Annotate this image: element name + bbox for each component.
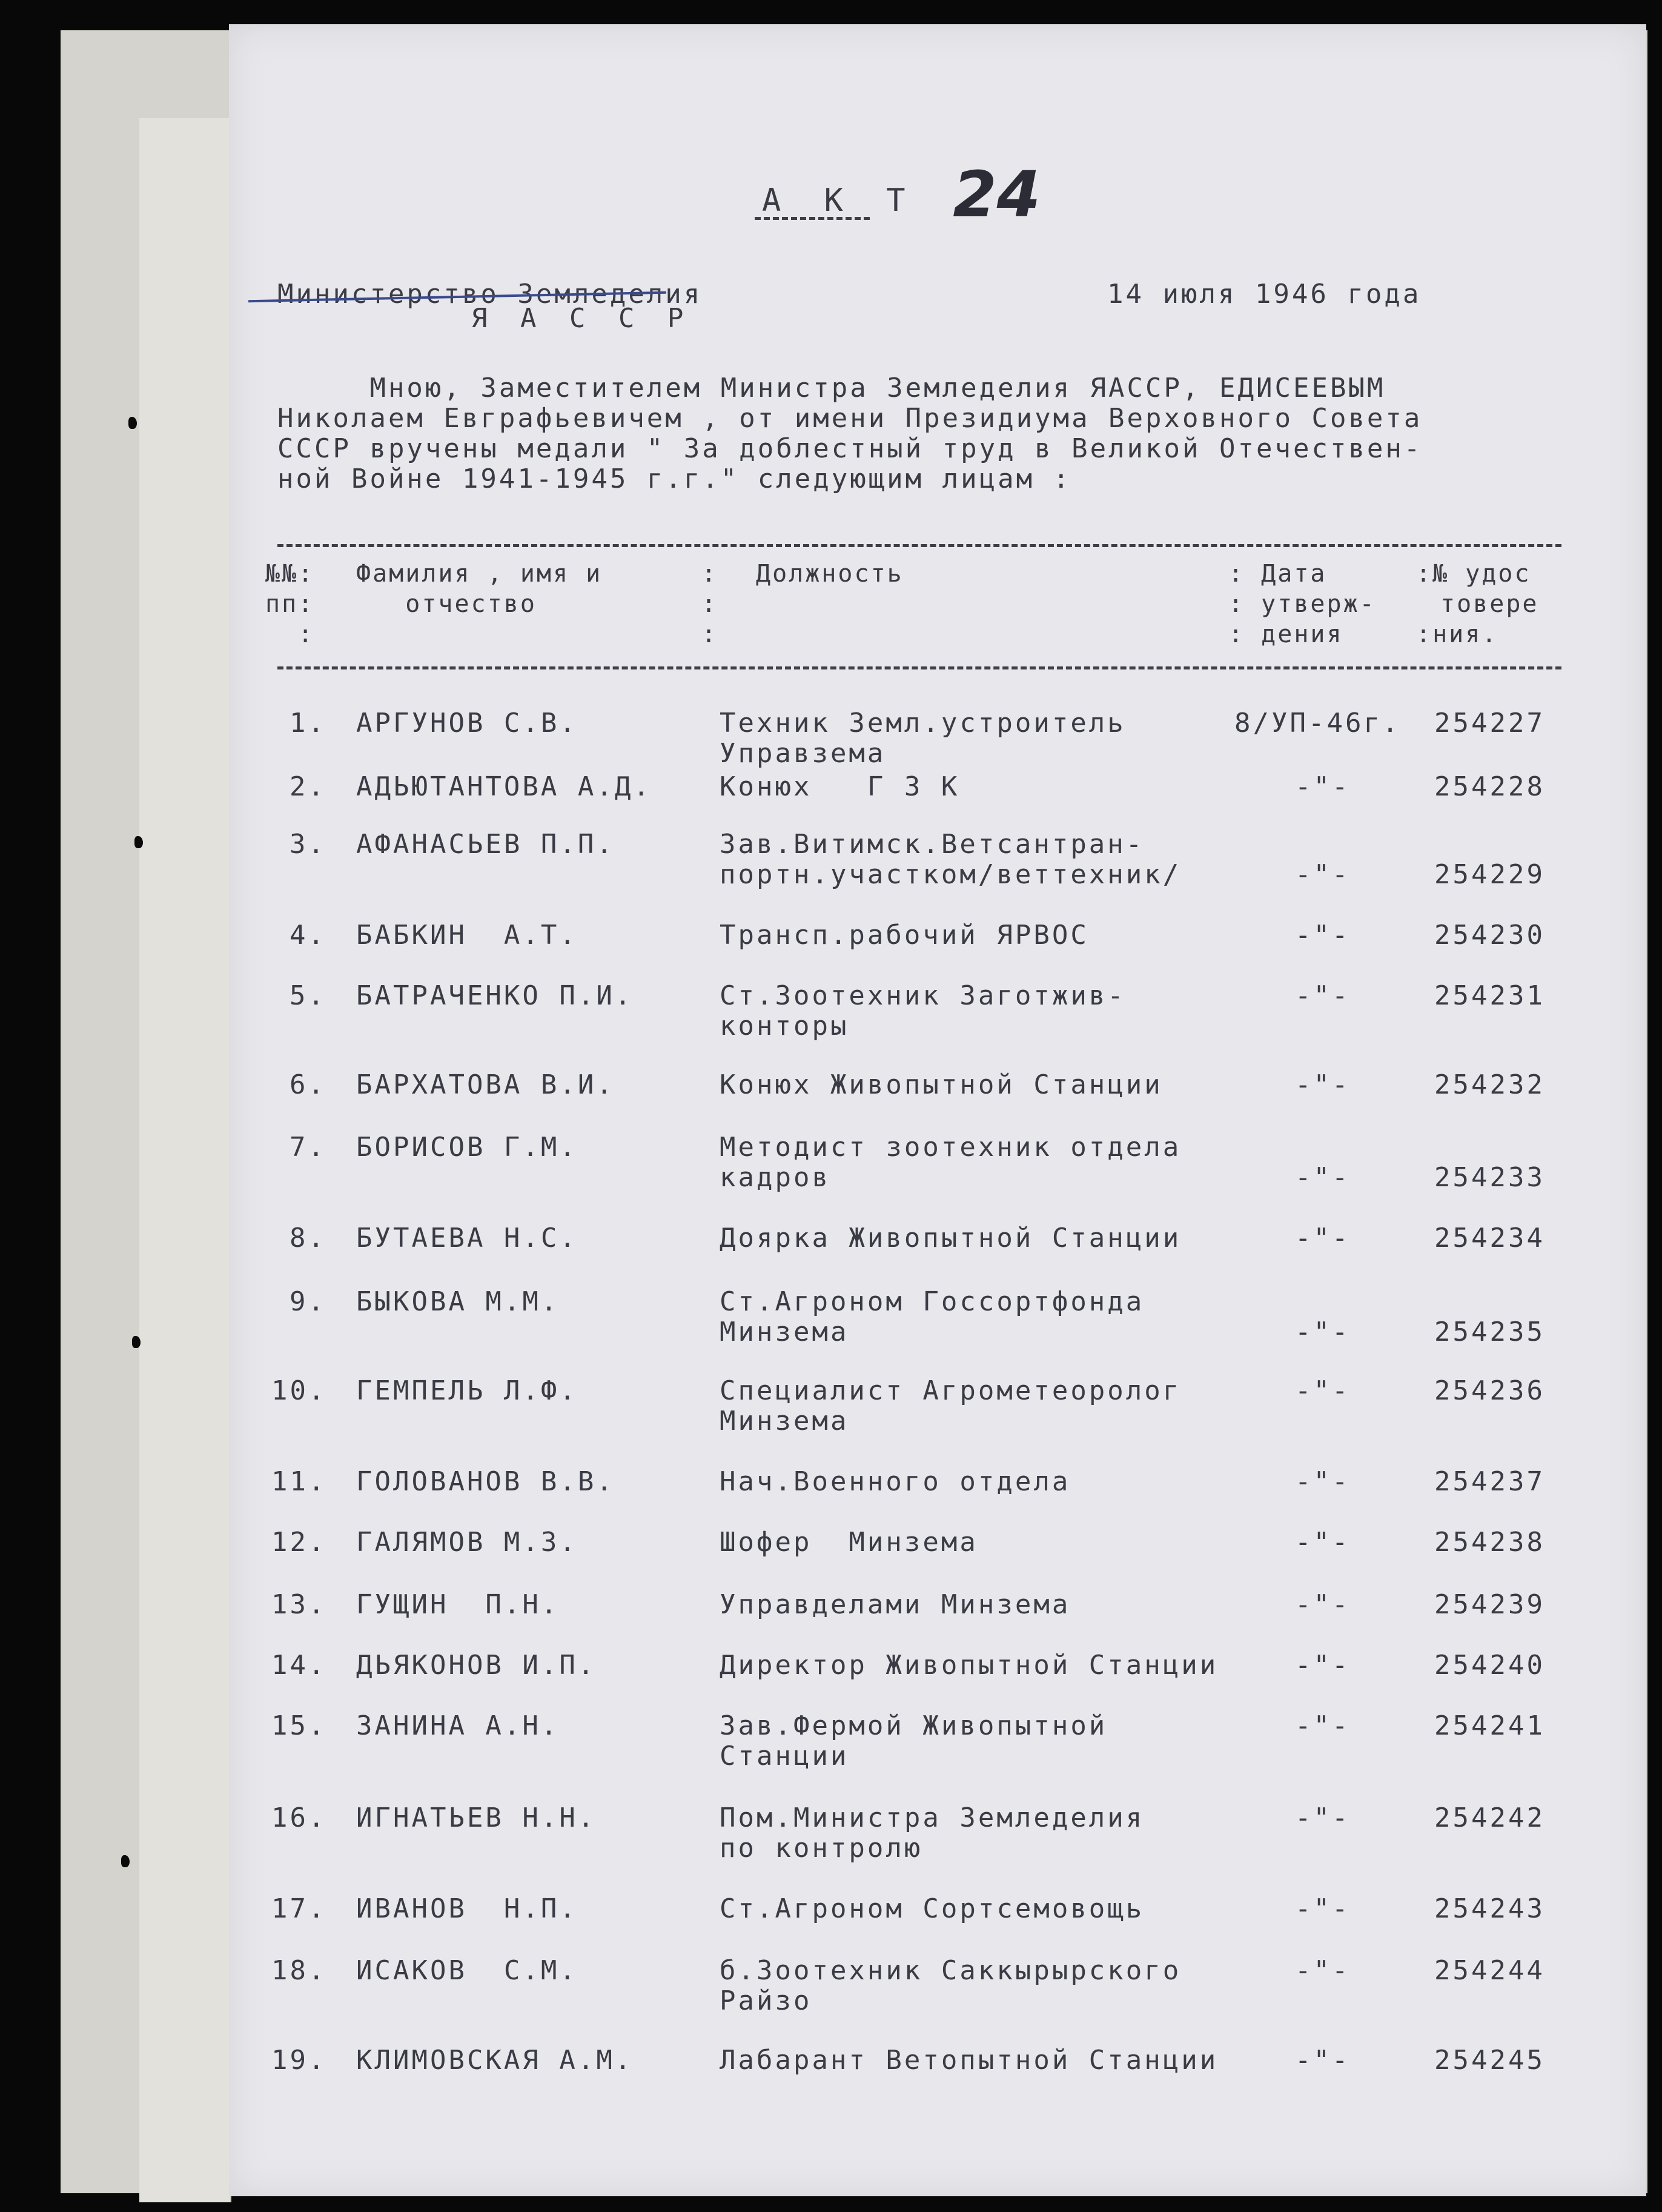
row-position: Станции [720, 1741, 849, 1772]
row-cert: 254235 [1434, 1317, 1545, 1347]
row-name: АРГУНОВ С.В. [356, 708, 578, 739]
row-date: -"- [1295, 1162, 1351, 1193]
row-position: Управзема [720, 738, 886, 769]
row-date: -"- [1295, 1893, 1351, 1924]
row-date: -"- [1295, 1466, 1351, 1497]
row-number: 12. [271, 1527, 327, 1558]
document-title: А К Т [762, 182, 918, 219]
row-date: -"- [1295, 1955, 1351, 1986]
row-number: 10. [271, 1375, 327, 1406]
row-name: БЫКОВА М.М. [356, 1286, 560, 1317]
row-position: Конюх Живопытной Станции [720, 1069, 1163, 1100]
row-cert: 254230 [1434, 920, 1545, 951]
row-cert: 254245 [1434, 2045, 1545, 2076]
row-name: АДЬЮТАНТОВА А.Д. [356, 771, 652, 802]
row-cert: 254236 [1434, 1375, 1545, 1406]
col-header-position: Должность [756, 560, 904, 588]
row-name: БОРИСОВ Г.М. [356, 1132, 578, 1163]
row-name: ИГНАТЬЕВ Н.Н. [356, 1802, 597, 1833]
row-name: БАТРАЧЕНКО П.И. [356, 980, 634, 1011]
row-name: КЛИМОВСКАЯ А.М. [356, 2045, 634, 2076]
binding-hole [132, 1336, 141, 1348]
row-date: -"- [1295, 1710, 1351, 1741]
row-number: 16. [271, 1802, 327, 1833]
binding-hole [121, 1855, 130, 1867]
row-position: Райзо [720, 1985, 812, 2016]
binding-strip [139, 118, 231, 2202]
table-header-rule [277, 666, 1561, 669]
row-cert: 254243 [1434, 1893, 1545, 1924]
row-position: Пом.Министра Земледелия [720, 1802, 1145, 1833]
col-header-name: отчество [356, 590, 537, 618]
col-header-name: Фамилия , имя и [356, 560, 603, 588]
row-cert: 254233 [1434, 1162, 1545, 1193]
folio-number: 24 [953, 158, 1041, 231]
row-cert: 254241 [1434, 1710, 1545, 1741]
intro-line: Николаем Евграфьевичем , от имени Президиума Верховного Совета [277, 403, 1423, 434]
row-position: Минзема [720, 1406, 849, 1436]
row-name: ИСАКОВ С.М. [356, 1955, 578, 1986]
binding-hole [134, 836, 143, 848]
intro-line: Мною, Заместителем Министра Земледелия ЯАССР, ЕДИСЕЕВЫМ [277, 373, 1386, 404]
row-cert: 254227 [1434, 708, 1545, 739]
col-header-cert: :№ удос [1416, 560, 1531, 588]
row-position: Зав.Фермой Живопытной [720, 1710, 1108, 1741]
row-cert: 254244 [1434, 1955, 1545, 1986]
col-header-num: : [265, 620, 315, 648]
row-cert: 254234 [1434, 1223, 1545, 1254]
row-name: БАБКИН А.Т. [356, 920, 578, 951]
row-date: -"- [1295, 1375, 1351, 1406]
row-date: -"- [1295, 920, 1351, 951]
intro-line: СССР вручены медали " За доблестный труд в Великой Отечествен- [277, 433, 1423, 464]
document-date: 14 июля 1946 года [1107, 279, 1422, 310]
row-date: -"- [1295, 1527, 1351, 1558]
document-page [229, 24, 1646, 2196]
col-header-cert: товере [1440, 590, 1539, 618]
intro-line: ной Войне 1941-1945 г.г." следующим лицам : [277, 463, 1072, 494]
row-position: Конюх Г З К [720, 771, 960, 802]
title-underline [755, 217, 870, 220]
ministry-name: Министерство Земледелия [277, 279, 703, 310]
row-number: 7. [290, 1132, 326, 1163]
row-date: -"- [1295, 1317, 1351, 1347]
row-number: 14. [271, 1650, 327, 1681]
table-top-rule [277, 544, 1561, 547]
row-number: 18. [271, 1955, 327, 1986]
row-date: 8/УП-46г. [1234, 708, 1401, 739]
row-cert: 254237 [1434, 1466, 1545, 1497]
row-date: -"- [1295, 771, 1351, 802]
col-header-date: : дения [1228, 620, 1343, 648]
row-position: Техник Земл.устроитель [720, 708, 1126, 739]
row-name: ИВАНОВ Н.П. [356, 1893, 578, 1924]
row-name: ДЬЯКОНОВ И.П. [356, 1650, 597, 1681]
row-cert: 254228 [1434, 771, 1545, 802]
row-cert: 254238 [1434, 1527, 1545, 1558]
row-number: 8. [290, 1223, 326, 1254]
binding-hole [128, 417, 137, 429]
row-position: Нач.Военного отдела [720, 1466, 1071, 1497]
row-number: 3. [290, 829, 326, 860]
ministry-republic: Я А С С Р [471, 303, 692, 334]
row-position: Директор Живопытной Станции [720, 1650, 1219, 1681]
row-name: БУТАЕВА Н.С. [356, 1223, 578, 1254]
row-date: -"- [1295, 1223, 1351, 1254]
col-separator: : [701, 590, 718, 618]
row-name: БАРХАТОВА В.И. [356, 1069, 615, 1100]
row-cert: 254229 [1434, 859, 1545, 890]
row-date: -"- [1295, 2045, 1351, 2076]
row-cert: 254239 [1434, 1589, 1545, 1620]
row-position: Ст.Агроном Госсортфонда [720, 1286, 1145, 1317]
row-cert: 254232 [1434, 1069, 1545, 1100]
row-cert: 254240 [1434, 1650, 1545, 1681]
row-position: портн.участком/веттехник/ [720, 859, 1182, 890]
row-name: ЗАНИНА А.Н. [356, 1710, 560, 1741]
col-header-date: : утверж- [1228, 590, 1376, 618]
row-date: -"- [1295, 859, 1351, 890]
row-date: -"- [1295, 1650, 1351, 1681]
row-number: 13. [271, 1589, 327, 1620]
row-name: ГЕМПЕЛЬ Л.Ф. [356, 1375, 578, 1406]
row-number: 9. [290, 1286, 326, 1317]
row-date: -"- [1295, 1069, 1351, 1100]
row-position: б.Зоотехник Саккырырского [720, 1955, 1182, 1986]
row-name: ГОЛОВАНОВ В.В. [356, 1466, 615, 1497]
row-position: Ст.Зоотехник Заготжив- [720, 980, 1126, 1011]
row-date: -"- [1295, 980, 1351, 1011]
col-separator: : [701, 560, 718, 588]
row-number: 19. [271, 2045, 327, 2076]
row-position: Лабарант Ветопытной Станции [720, 2045, 1219, 2076]
row-position: Ст.Агроном Сортсемовощь [720, 1893, 1145, 1924]
row-position: конторы [720, 1011, 849, 1041]
col-header-cert: :ния. [1416, 620, 1498, 648]
col-separator: : [701, 620, 718, 648]
row-date: -"- [1295, 1589, 1351, 1620]
row-number: 15. [271, 1710, 327, 1741]
row-position: по контролю [720, 1833, 923, 1864]
row-number: 11. [271, 1466, 327, 1497]
row-position: кадров [720, 1162, 830, 1193]
row-number: 17. [271, 1893, 327, 1924]
row-position: Специалист Агрометеоролог [720, 1375, 1182, 1406]
row-number: 5. [290, 980, 326, 1011]
row-number: 4. [290, 920, 326, 951]
row-number: 1. [290, 708, 326, 739]
row-position: Трансп.рабочий ЯРВОС [720, 920, 1089, 951]
row-position: Минзема [720, 1317, 849, 1347]
row-position: Управделами Минзема [720, 1589, 1071, 1620]
row-date: -"- [1295, 1802, 1351, 1833]
col-header-date: : Дата [1228, 560, 1327, 588]
row-number: 6. [290, 1069, 326, 1100]
row-name: ГАЛЯМОВ М.З. [356, 1527, 578, 1558]
row-cert: 254231 [1434, 980, 1545, 1011]
row-position: Шофер Минзема [720, 1527, 978, 1558]
row-position: Доярка Живопытной Станции [720, 1223, 1182, 1254]
row-position: Зав.Витимск.Ветсантран- [720, 829, 1145, 860]
row-name: ГУЩИН П.Н. [356, 1589, 560, 1620]
row-number: 2. [290, 771, 326, 802]
col-header-num: пп: [265, 590, 315, 618]
row-name: АФАНАСЬЕВ П.П. [356, 829, 615, 860]
col-header-num: №№: [265, 560, 315, 588]
row-cert: 254242 [1434, 1802, 1545, 1833]
row-position: Методист зоотехник отдела [720, 1132, 1182, 1163]
